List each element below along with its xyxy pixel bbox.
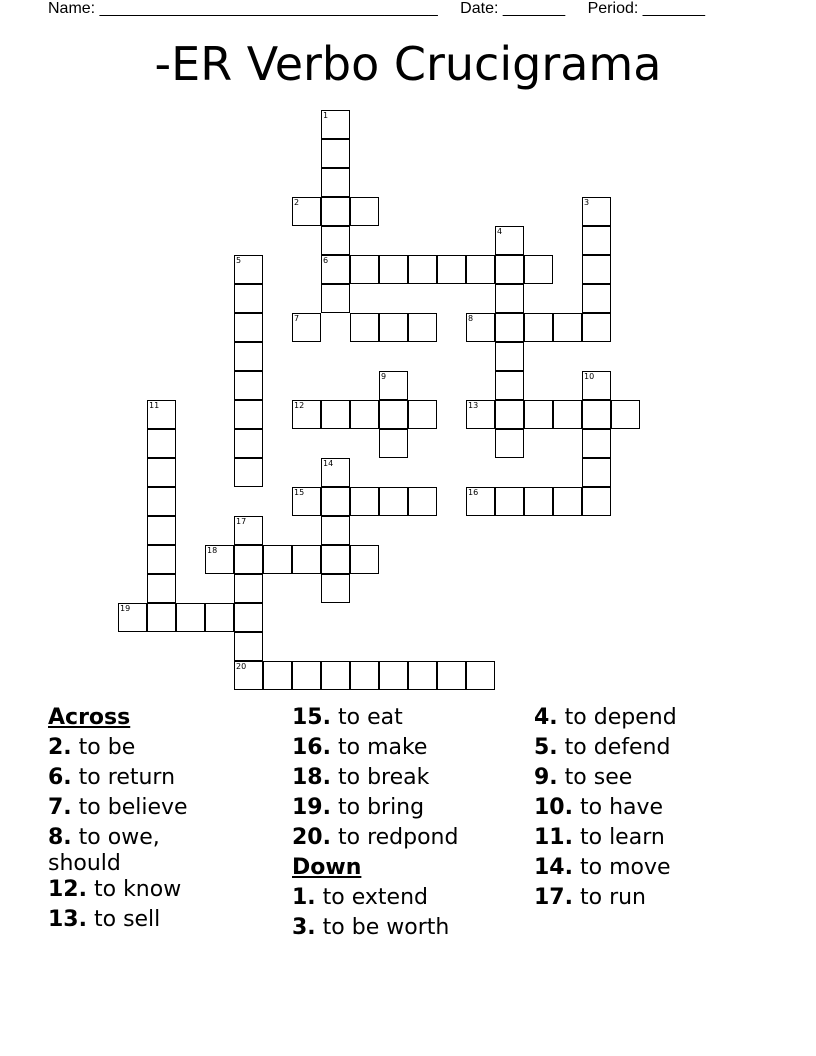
crossword-cell[interactable] [495,487,524,516]
down-clue [534,763,677,793]
crossword-cell[interactable] [611,400,640,429]
crossword-cell[interactable] [582,429,611,458]
crossword-cell[interactable] [147,545,176,574]
crossword-cell[interactable] [582,458,611,487]
crossword-cell[interactable] [321,574,350,603]
crossword-cell[interactable] [321,545,350,574]
across-clue [48,763,188,793]
clue-number: 17. [534,885,573,910]
crossword-cell[interactable] [408,313,437,342]
crossword-cell[interactable] [350,313,379,342]
crossword-cell[interactable] [524,313,553,342]
crossword-cell[interactable] [234,255,263,284]
clue-text: to redpond [337,825,459,850]
clue-number: 16 [468,488,479,497]
crossword-cell[interactable] [321,197,350,226]
crossword-cell[interactable] [292,313,321,342]
clue-number: 18. [292,765,331,790]
crossword-cell[interactable] [582,226,611,255]
crossword-cell[interactable] [234,632,263,661]
across-clue [48,733,188,763]
crossword-cell[interactable] [582,400,611,429]
period-label: Period: _______ [587,0,706,17]
crossword-cell[interactable] [466,313,495,342]
across-clue [292,823,458,853]
clue-text: to have [579,795,664,820]
clue-text: to see [564,765,633,790]
crossword-cell[interactable] [321,255,350,284]
clue-text: to defend [564,735,671,760]
crossword-cell[interactable] [234,661,263,690]
crossword-cell[interactable] [437,255,466,284]
clue-number: 11 [149,401,160,410]
clue-number: 10. [534,795,573,820]
crossword-cell[interactable] [379,313,408,342]
clue-number: 13 [468,401,479,410]
crossword-cell[interactable] [582,284,611,313]
across-clue [292,793,458,823]
clue-text: to run [579,885,646,910]
crossword-cell[interactable] [321,110,350,139]
crossword-cell[interactable] [379,487,408,516]
clue-text: to make [337,735,428,760]
clue-text: to return [78,765,176,790]
clue-text: to be [78,735,136,760]
clue-number: 5 [236,256,242,265]
crossword-cell[interactable] [321,516,350,545]
clue-number: 19 [120,604,131,613]
crossword-cell[interactable] [495,313,524,342]
crossword-cell[interactable] [234,400,263,429]
crossword-cell[interactable] [350,197,379,226]
down-clue [534,703,677,733]
crossword-cell[interactable] [524,487,553,516]
crossword-cell[interactable] [582,197,611,226]
clue-number: 11. [534,825,573,850]
crossword-cell[interactable] [582,313,611,342]
crossword-cell[interactable] [263,661,292,690]
crossword-cell[interactable] [379,661,408,690]
crossword-cell[interactable] [292,400,321,429]
crossword-cell[interactable] [321,458,350,487]
crossword-cell[interactable] [321,168,350,197]
across-clue [48,823,188,853]
clue-number: 15 [294,488,305,497]
across-clues-column-1 [48,703,188,935]
crossword-cell[interactable] [553,487,582,516]
clue-text: to believe [78,795,188,820]
crossword-cell[interactable] [495,429,524,458]
crossword-cell[interactable] [495,284,524,313]
crossword-cell[interactable] [263,545,292,574]
crossword-cell[interactable] [147,400,176,429]
date-label: Date: _______ [460,0,566,17]
crossword-cell[interactable] [147,516,176,545]
crossword-cell[interactable] [466,661,495,690]
crossword-cell[interactable] [582,371,611,400]
down-clue [534,823,677,853]
crossword-cell[interactable] [379,429,408,458]
crossword-cell[interactable] [205,545,234,574]
down-clue [292,913,458,943]
clue-number: 3 [584,198,590,207]
crossword-cell[interactable] [234,342,263,371]
crossword-cell[interactable] [176,603,205,632]
clue-number: 12. [48,877,87,902]
crossword-cell[interactable] [495,255,524,284]
clue-text: to depend [564,705,677,730]
crossword-cell[interactable] [408,661,437,690]
clue-number: 12 [294,401,305,410]
clue-text: to owe, [78,825,160,850]
crossword-cell[interactable] [321,284,350,313]
crossword-cell[interactable] [321,661,350,690]
clue-text: to be worth [322,915,450,940]
clue-number: 15. [292,705,331,730]
down-clue [534,883,677,913]
crossword-cell[interactable] [524,255,553,284]
name-label: Name: ______________________________________ [48,0,438,17]
clues-column-2 [292,703,458,943]
crossword-cell[interactable] [321,139,350,168]
clue-number: 8 [468,314,474,323]
across-clue [48,793,188,823]
crossword-cell[interactable] [234,429,263,458]
crossword-cell[interactable] [234,603,263,632]
crossword-cell[interactable] [553,400,582,429]
down-clue [292,883,458,913]
crossword-cell[interactable] [147,429,176,458]
clue-number: 9. [534,765,558,790]
crossword-cell[interactable] [292,197,321,226]
clue-number: 2 [294,198,300,207]
crossword-cell[interactable] [147,603,176,632]
crossword-cell[interactable] [234,545,263,574]
clue-text: to eat [337,705,403,730]
clue-number: 16. [292,735,331,760]
crossword-cell[interactable] [553,313,582,342]
across-clue [292,733,458,763]
crossword-cell[interactable] [118,603,147,632]
clue-number: 20 [236,662,247,671]
crossword-cell[interactable] [205,603,234,632]
clue-text: to learn [579,825,665,850]
crossword-cell[interactable] [147,574,176,603]
down-clue [534,733,677,763]
crossword-cell[interactable] [350,487,379,516]
clue-number: 6. [48,765,72,790]
crossword-cell[interactable] [379,371,408,400]
crossword-cell[interactable] [350,400,379,429]
page-title: -ER Verbo Crucigrama [154,37,662,91]
clue-text: to know [93,877,182,902]
clue-text: to bring [337,795,425,820]
crossword-cell[interactable] [379,255,408,284]
clue-number: 20. [292,825,331,850]
crossword-cell[interactable] [234,516,263,545]
clue-text: to extend [322,885,428,910]
crossword-cell[interactable] [379,400,408,429]
across-clue [48,905,188,935]
clue-number: 14 [323,459,334,468]
across-clue [292,763,458,793]
clue-number: 18 [207,546,218,555]
crossword-cell[interactable] [466,400,495,429]
crossword-cell[interactable] [408,400,437,429]
clue-text: to break [337,765,430,790]
clue-number: 5. [534,735,558,760]
clue-number: 4. [534,705,558,730]
crossword-cell[interactable] [350,255,379,284]
crossword-cell[interactable] [234,284,263,313]
clue-number: 7 [294,314,300,323]
crossword-cell[interactable] [147,487,176,516]
crossword-cell[interactable] [292,487,321,516]
down-clue [534,793,677,823]
across-clue [48,853,188,875]
clue-number: 9 [381,372,387,381]
clue-number: 17 [236,517,247,526]
crossword-cell[interactable] [350,545,379,574]
clue-number: 7. [48,795,72,820]
clue-number: 1 [323,111,329,120]
across-clue [48,875,188,905]
down-clues-column-3 [534,703,677,913]
crossword-cell[interactable] [495,226,524,255]
down-heading: Down [292,855,362,880]
crossword-cell[interactable] [582,487,611,516]
crossword-cell[interactable] [234,574,263,603]
clue-text: to move [579,855,671,880]
crossword-cell[interactable] [321,226,350,255]
clue-number: 4 [497,227,503,236]
clue-number: 13. [48,907,87,932]
clue-number: 1. [292,885,316,910]
down-clue [534,853,677,883]
crossword-cell[interactable] [147,458,176,487]
crossword-cell[interactable] [292,545,321,574]
clue-number: 3. [292,915,316,940]
crossword-cell[interactable] [350,661,379,690]
crossword-cell[interactable] [582,255,611,284]
clue-number: 19. [292,795,331,820]
across-heading: Across [48,705,131,730]
crossword-cell[interactable] [495,371,524,400]
crossword-cell[interactable] [408,487,437,516]
crossword-cell[interactable] [321,400,350,429]
clue-number: 6 [323,256,329,265]
crossword-cell[interactable] [466,487,495,516]
crossword-cell[interactable] [495,342,524,371]
clue-number: 8. [48,825,72,850]
clue-text: should [48,851,121,876]
clue-number: 10 [584,372,595,381]
crossword-cell[interactable] [495,400,524,429]
crossword-cell[interactable] [234,313,263,342]
clue-text: to sell [93,907,161,932]
crossword-cell[interactable] [408,255,437,284]
crossword-cell[interactable] [437,661,466,690]
crossword-cell[interactable] [292,661,321,690]
clue-number: 2. [48,735,72,760]
crossword-cell[interactable] [524,400,553,429]
clue-number: 14. [534,855,573,880]
crossword-cell[interactable] [234,458,263,487]
crossword-cell[interactable] [466,255,495,284]
across-clue [292,703,458,733]
crossword-cell[interactable] [234,371,263,400]
crossword-cell[interactable] [321,487,350,516]
